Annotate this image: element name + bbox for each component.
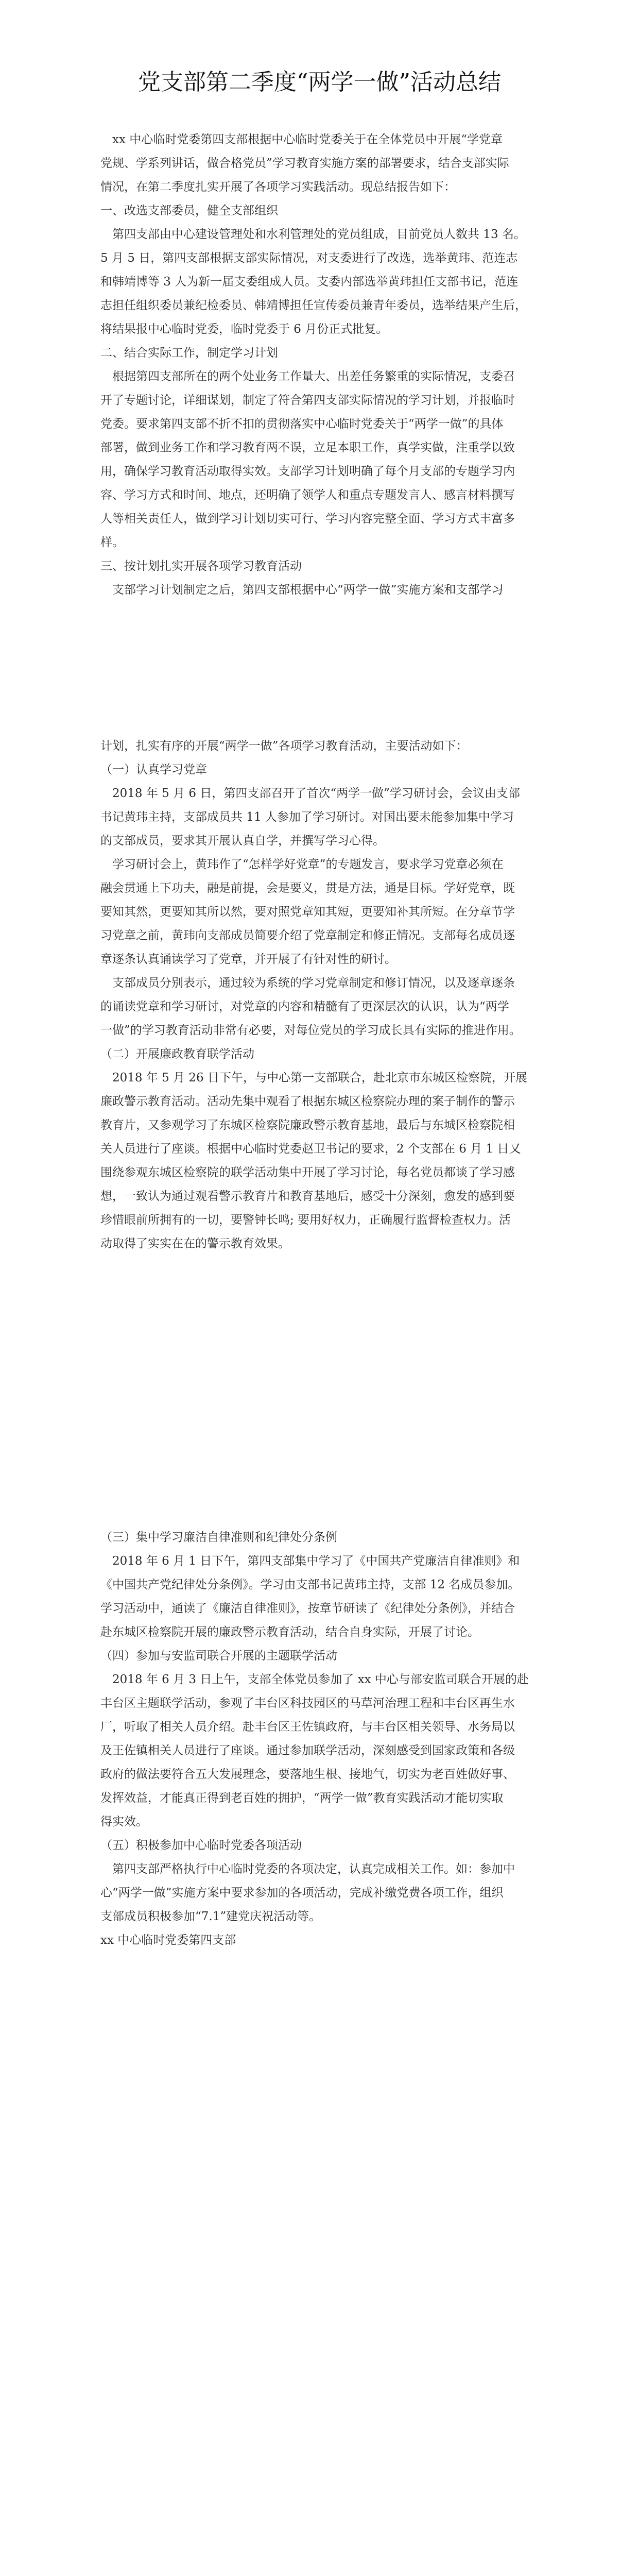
text-line: 的支部成员，要求其开展认真自学，并撰写学习心得。 — [100, 834, 385, 848]
text-line: 用，确保学习教育活动取得实效。支部学习计划明确了每个月支部的专题学习内 — [100, 465, 515, 478]
text-line: 廉政警示教育活动。活动先集中观看了根据东城区检察院办理的案子制作的警示 — [100, 1095, 515, 1108]
text-line: 学习研讨会上，黄玮作了“怎样学好党章”的专题发言，要求学习党章必须在 — [100, 858, 504, 871]
text-line: 得实效。 — [100, 1815, 148, 1828]
text-line: 党委。要求第四支部不折不扣的贯彻落实中心临时党委关于“两学一做”的具体 — [100, 417, 504, 431]
text-line: 教育片，又参观学习了东城区检察院廉政警示教育基地，最后与东城区检察院相 — [100, 1118, 515, 1132]
text-line: 样。 — [100, 536, 124, 549]
text-line: 学习活动中，通读了《廉洁自律准则》，按章节研读了《纪律处分条例》，并结合 — [100, 1602, 515, 1615]
text-line: 第四支部由中心建设管理处和水利管理处的党员组成，目前党员人数共 13 名。 — [100, 228, 526, 241]
subsection-heading: （三）集中学习廉洁自律准则和纪律处分条例 — [100, 1531, 337, 1544]
text-line: 章逐条认真诵读学习了党章，并开展了有针对性的研讨。 — [100, 953, 396, 966]
text-line: 第四支部严格执行中心临时党委的各项决定，认真完成相关工作。如：参加中 — [100, 1862, 515, 1876]
text-line: 《中国共产党纪律处分条例》。学习由支部书记黄玮主持，支部 12 名成员参加。 — [100, 1578, 520, 1591]
text-line: 计划，扎实有序的开展“两学一做”各项学习教育活动，主要活动如下： — [100, 739, 468, 753]
text-line: 2018 年 6 月 3 日上午，支部全体党员参加了 xx 中心与部安监司联合开展的赴 — [100, 1673, 529, 1686]
section-heading: 二、结合实际工作，制定学习计划 — [100, 346, 278, 360]
text-line: 珍惜眼前所拥有的一切，要警钟长鸣; 要用好权力，正确履行监督检查权力。活 — [100, 1213, 511, 1227]
text-line: 的诵读党章和学习研讨，对党章的内容和精髓有了更深层次的认识，认为“两学 — [100, 1000, 509, 1013]
text-line: 厂，听取了相关人员介绍。赴丰台区王佐镇政府，与丰台区相关领导、水务局以 — [100, 1720, 515, 1734]
text-line: 2018 年 6 月 1 日下午，第四支部集中学习了《中国共产党廉洁自律准则》和 — [100, 1554, 520, 1568]
section-heading: 一、改选支部委员，健全支部组织 — [100, 204, 278, 217]
signature-line: xx 中心临时党委第四支部 — [100, 1934, 236, 1947]
text-line: 支部成员积极参加“7.1”建党庆祝活动等。 — [100, 1910, 321, 1923]
text-line: 想，一致认为通过观看警示教育片和教育基地后，感受十分深刻，愈发的感到要 — [100, 1190, 515, 1203]
text-line: 情况，在第二季度扎实开展了各项学习实践活动。现总结报告如下： — [100, 180, 456, 194]
text-line: 志担任组织委员兼纪检委员、韩靖博担任宣传委员兼青年委员，选举结果产生后， — [100, 299, 527, 312]
text-line: 容、学习方式和时间、地点，还明确了领学人和重点专题发言人、感言材料撰写 — [100, 488, 515, 502]
text-line: 动取得了实实在在的警示教育效果。 — [100, 1237, 290, 1250]
text-line: 2018 年 5 月 26 日下午，与中心第一支部联合，赴北京市东城区检察院，开展 — [100, 1071, 527, 1084]
text-line: 支部成员分别表示，通过较为系统的学习党章制定和修订情况，以及逐章逐条 — [100, 976, 515, 990]
text-line: 5 月 5 日，第四支部根据支部实际情况，对支委进行了改选，选举黄玮、范连志 — [100, 251, 518, 265]
text-line: 围绕参观东城区检察院的联学活动集中开展了学习讨论，每名党员都谈了学习感 — [100, 1166, 515, 1179]
text-line: 关人员进行了座谈。根据中心临时党委赵卫书记的要求，2 个支部在 6 月 1 日又 — [100, 1142, 521, 1156]
text-line: 及王佐镇相关人员进行了座谈。通过参加联学活动，深刻感受到国家政策和各级 — [100, 1744, 515, 1757]
subsection-heading: （一）认真学习党章 — [100, 763, 207, 776]
text-line: 丰台区主题联学活动，参观了丰台区科技园区的马草河治理工程和丰台区再生水 — [100, 1697, 515, 1710]
text-line: 党规、学系列讲话，做合格党员”学习教育实施方案的部署要求，结合支部实际 — [100, 157, 509, 170]
subsection-heading: （四）参加与安监司联合开展的主题联学活动 — [100, 1649, 337, 1663]
text-line: xx 中心临时党委第四支部根据中心临时党委关于在全体党员中开展“学党章 — [100, 133, 503, 146]
text-line: 政府的做法要符合五大发展理念，要落地生根、接地气，切实为老百姓做好事、 — [100, 1768, 515, 1781]
text-line: 部署，做到业务工作和学习教育两不误，立足本职工作，真学实做，注重学以致 — [100, 441, 515, 454]
text-line: 根据第四支部所在的两个处业务工作量大、出差任务繁重的实际情况，支委召 — [100, 370, 515, 383]
text-line: 支部学习计划制定之后，第四支部根据中心“两学一做”实施方案和支部学习 — [100, 583, 504, 597]
section-heading: 三、按计划扎实开展各项学习教育活动 — [100, 560, 302, 573]
subsection-heading: （二）开展廉政教育联学活动 — [100, 1047, 254, 1061]
text-line: 人等相关责任人，做到学习计划切实可行、学习内容完整全面、学习方式丰富多 — [100, 512, 515, 526]
text-line: 开了专题讨论，详细谋划，制定了符合第四支部实际情况的学习计划，并报临时 — [100, 394, 515, 407]
text-line: 赴东城区检察院开展的廉政警示教育活动，结合自身实际，开展了讨论。 — [100, 1625, 479, 1639]
text-line: 一做”的学习教育活动非常有必要，对每位党员的学习成长具有实际的推进作用。 — [100, 1024, 521, 1037]
text-line: 将结果报中心临时党委，临时党委于 6 月份正式批复。 — [100, 323, 388, 336]
text-line: 2018 年 5 月 6 日，第四支部召开了首次“两学一做”学习研讨会，会议由支部 — [100, 787, 520, 800]
text-line: 习党章之前，黄玮向支部成员简要介绍了党章制定和修正情况。支部每名成员逐 — [100, 929, 515, 942]
text-line: 和韩靖博等 3 人为新一届支委组成人员。支委内部选举黄玮担任支部书记，范连 — [100, 275, 519, 289]
text-line: 要知其然，更要知其所以然，要对照党章知其短，更要知补其所短。在分章节学 — [100, 905, 515, 919]
text-line: 发挥效益，才能真正得到老百姓的拥护，“两学一做”教育实践活动才能切实取 — [100, 1791, 504, 1805]
document-title: 党支部第二季度“两学一做”活动总结 — [138, 69, 501, 95]
text-line: 融会贯通上下功夫，融是前提，会是要义，贯是方法，通是目标。学好党章，既 — [100, 882, 515, 895]
text-line: 书记黄玮主持，支部成员共 11 人参加了学习研讨。对国出要未能参加集中学习 — [100, 810, 514, 824]
text-line: 心“两学一做”实施方案中要求参加的各项活动，完成补缴党费各项工作，组织 — [100, 1886, 504, 1900]
subsection-heading: （五）积极参加中心临时党委各项活动 — [100, 1839, 302, 1852]
